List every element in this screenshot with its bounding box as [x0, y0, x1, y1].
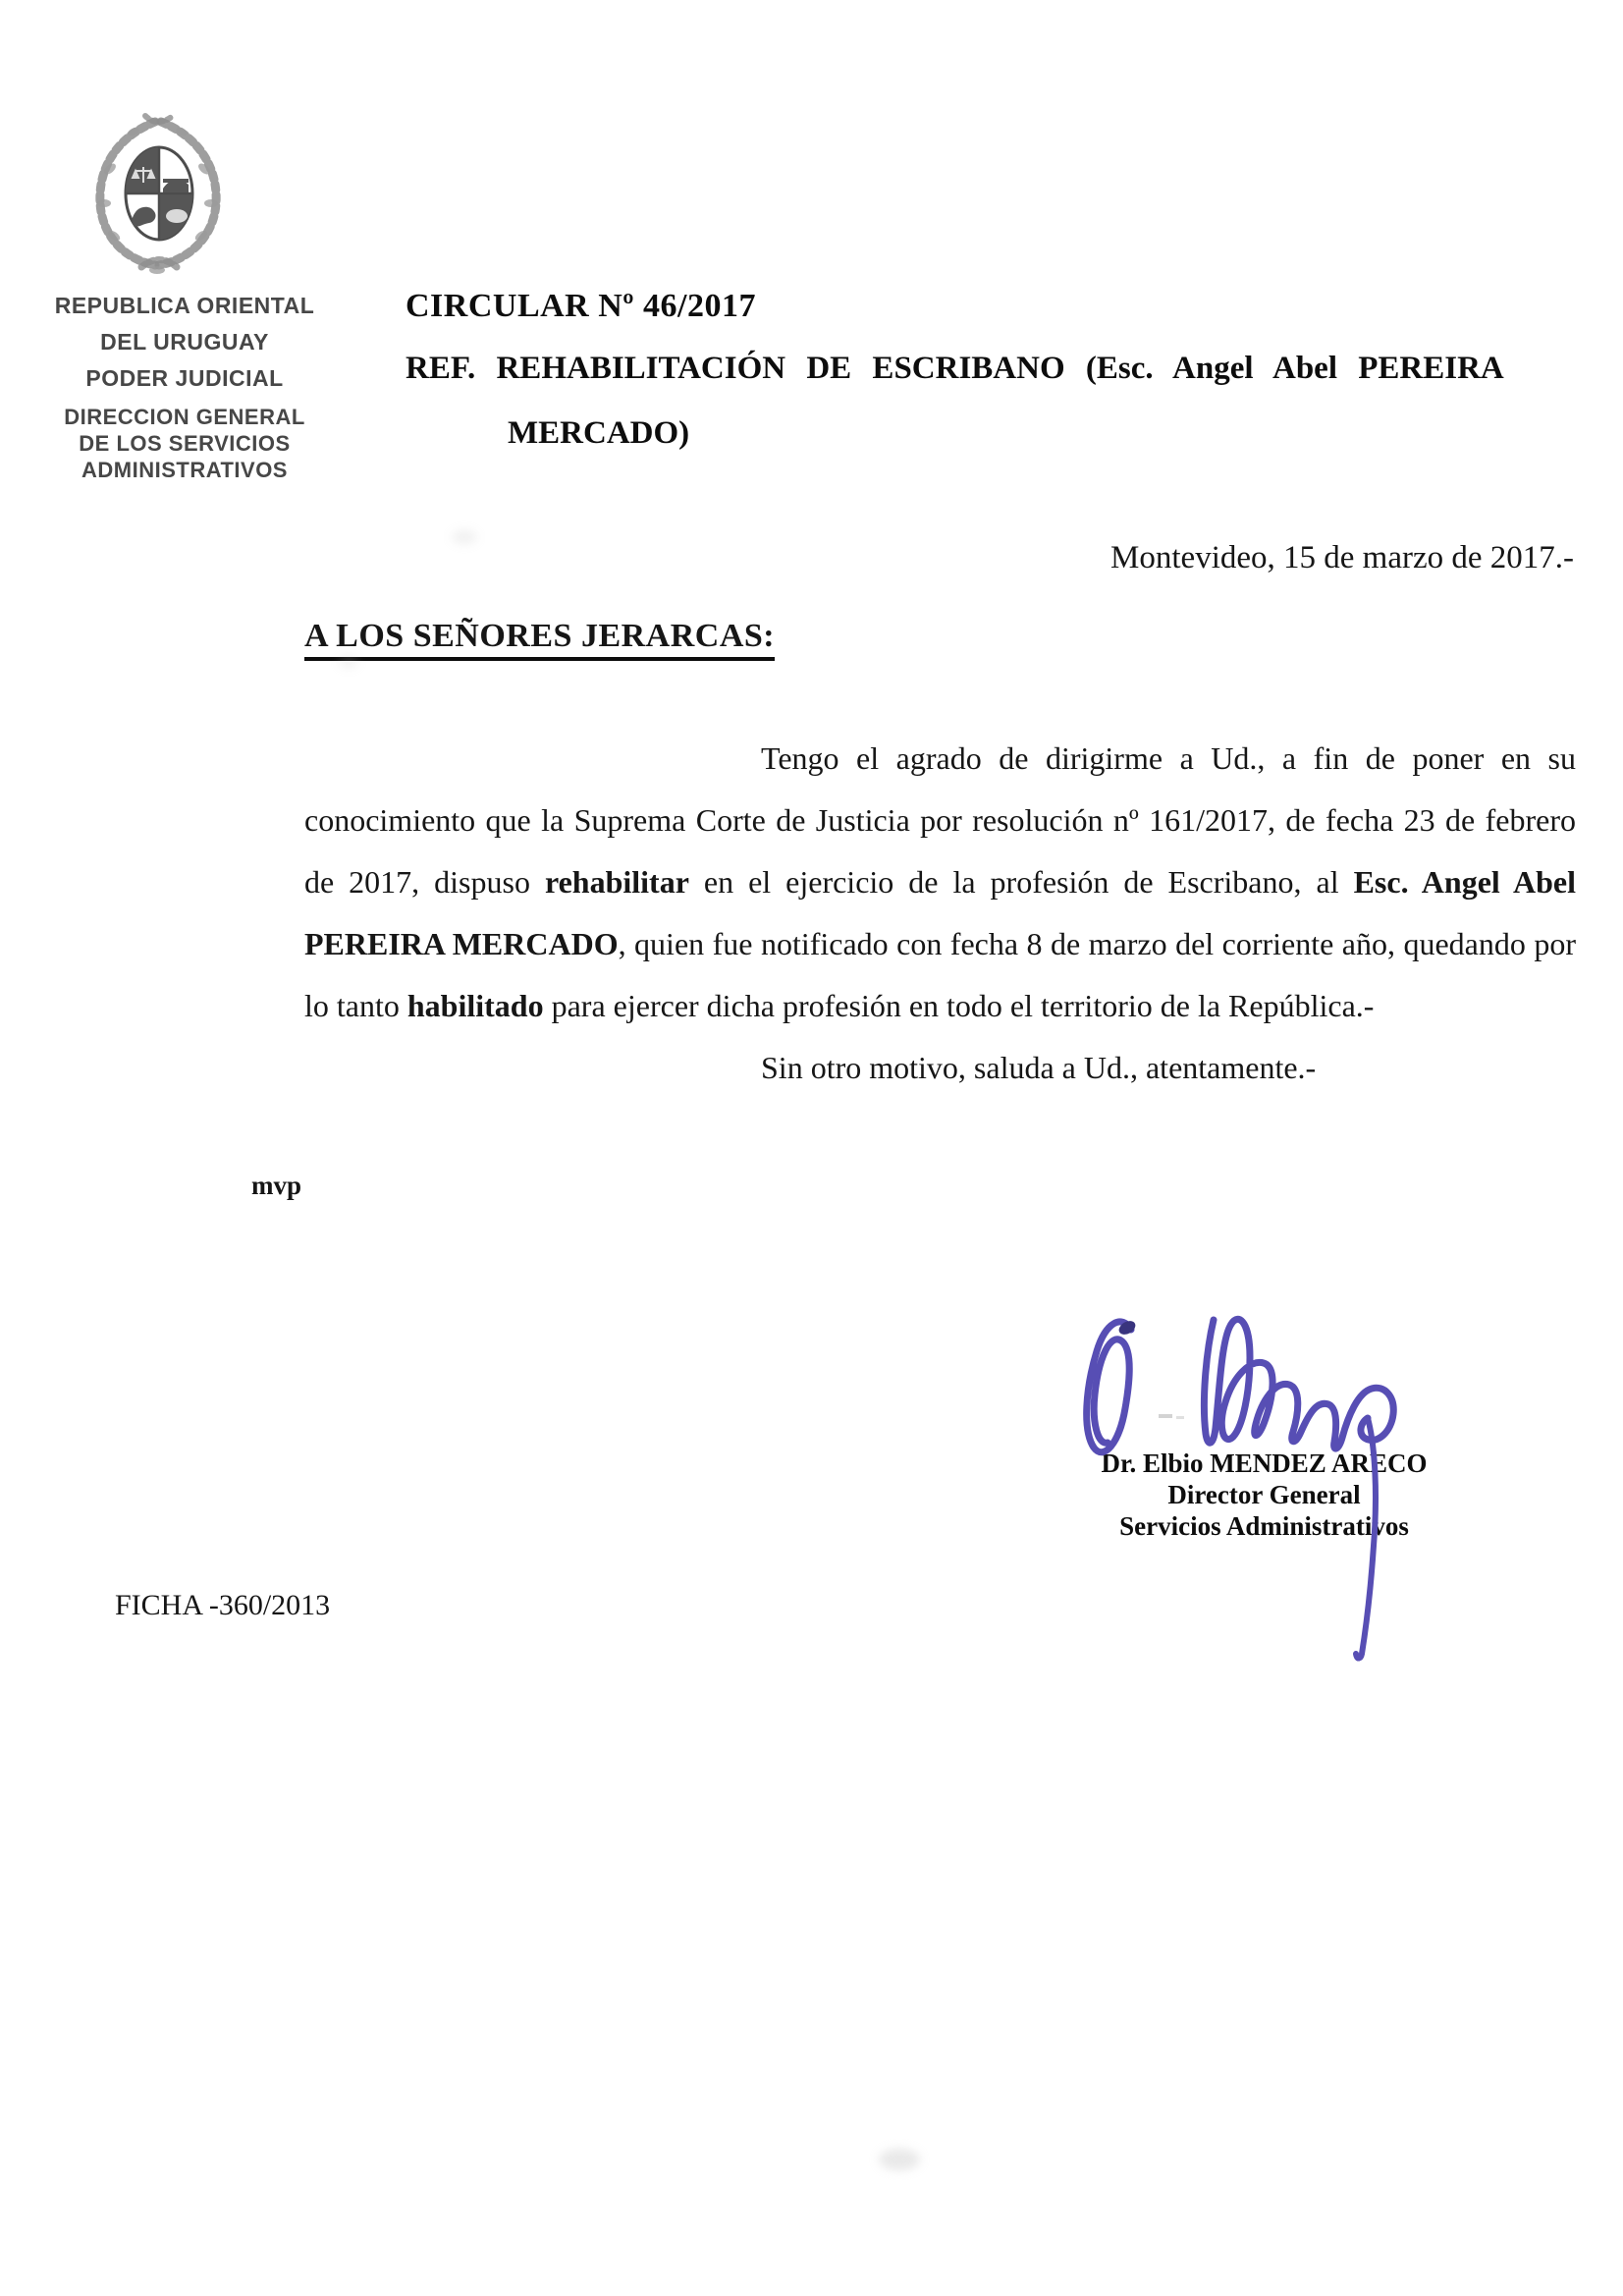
reference-line: REF. REHABILITACIÓN DE ESCRIBANO (Esc. Angel Abel PEREIRA	[406, 351, 1504, 386]
scan-smudge	[339, 656, 358, 668]
signer-name: Dr. Elbio MENDEZ ARECO	[1101, 1449, 1428, 1478]
org-line: PODER JUDICIAL	[85, 365, 284, 391]
reference-line-continued: MERCADO)	[508, 415, 690, 451]
signature-block	[1070, 1448, 1458, 1542]
org-line: ADMINISTRATIVOS	[81, 458, 288, 482]
org-line: REPUBLICA ORIENTAL	[54, 293, 315, 318]
title-block	[406, 287, 1574, 453]
signer-title: Director General	[1167, 1480, 1361, 1509]
signer-department: Servicios Administrativos	[1119, 1511, 1409, 1541]
org-line: DE LOS SERVICIOS	[79, 431, 291, 456]
closing-line: Sin otro motivo, saluda a Ud., atentamente.-	[761, 1050, 1317, 1085]
typist-initials: mvp	[251, 1171, 302, 1200]
dateline: Montevideo, 15 de marzo de 2017.-	[1110, 540, 1574, 575]
body-paragraph: Tengo el agrado de dirigirme a Ud., a fin de poner en su conocimiento que la Suprema Corte de Justicia por resolución nº 161/2017, de fecha 23 de febrero de 2017, dispuso rehabilitar en el ejercicio de la profesión de Escribano, al Esc. Angel Abel PEREIRA MERCADO, quien fue notificado con fecha 8 de marzo del corriente año, quedando por lo tanto habilitado para ejercer dicha profesión en todo el territorio de la República.-	[304, 740, 1577, 1023]
scan-smudge	[452, 530, 477, 544]
org-line: DEL URUGUAY	[100, 329, 269, 355]
scan-smudge	[879, 2149, 920, 2170]
file-reference: FICHA -360/2013	[115, 1589, 331, 1621]
salutation-text: A LOS SEÑORES JERARCAS:	[304, 618, 775, 661]
org-line: DIRECCION GENERAL	[64, 405, 305, 429]
salutation	[304, 618, 775, 655]
letter-body	[304, 728, 1576, 1099]
circular-number: CIRCULAR Nº 46/2017	[406, 288, 756, 324]
letterhead-org-block	[37, 288, 332, 483]
coat-of-arms-emblem	[86, 110, 229, 277]
